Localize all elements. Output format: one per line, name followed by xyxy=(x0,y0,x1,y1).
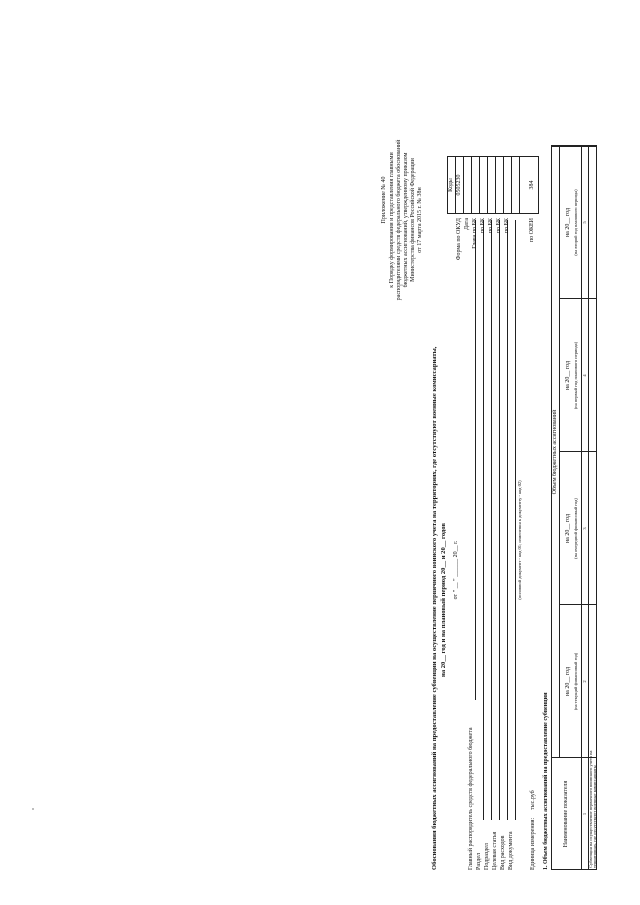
rotated-form xyxy=(377,120,597,880)
code-label-2: Глава по БК xyxy=(472,218,478,249)
code-label-6: по БК xyxy=(504,218,510,234)
field-doc-line xyxy=(515,220,516,820)
codes-row-line xyxy=(471,156,472,214)
unit-label: Единица измерения: xyxy=(530,817,536,870)
row-label-line2: территориях, где отсутствуют военные комиссариаты xyxy=(592,765,597,868)
codes-row-line xyxy=(511,156,512,214)
code-label-okei: по ОКЕИ xyxy=(529,218,535,243)
col4-year: на 20__ год xyxy=(565,360,571,391)
section1-title: 1. Объем бюджетных ассигнований на предоставление субвенции xyxy=(543,692,549,870)
row-label-line1: Субвенция на осуществление первичного воинского учета на xyxy=(588,750,593,868)
appendix-line1: к Порядку формирования и представления главными xyxy=(389,152,395,288)
appendix-line2: распорядителями средств федерального бюджета обоснований xyxy=(396,139,402,301)
col-group-header: Объем бюджетных ассигнований xyxy=(552,409,558,495)
col-number-3: 3 xyxy=(582,527,587,530)
field-target-label: Целевая статья xyxy=(492,831,498,870)
codes-row-line xyxy=(487,156,488,214)
field-manager-line xyxy=(475,220,476,700)
appendix-line3: бюджетных ассигнований, утвержденному приказом xyxy=(403,152,409,288)
codes-row-line xyxy=(479,156,480,214)
col-number-1: 1 xyxy=(582,812,587,816)
table-row-divider xyxy=(559,146,560,758)
field-doc-label: Вид документа xyxy=(508,831,514,870)
codes-row-line xyxy=(503,156,504,214)
codes-header: Коды xyxy=(448,178,454,192)
form-heading-period: на 20__ год и на плановый период 20__ и 20__ годов xyxy=(440,523,447,677)
col2-year: на 20__ год xyxy=(565,666,571,697)
col2-sub: (на текущий финансовый год) xyxy=(573,652,578,711)
col-number-2: 2 xyxy=(582,680,587,683)
table-right-border xyxy=(551,145,597,146)
col5-sub: (на второй год планового периода) xyxy=(573,189,578,256)
code-label-5: по БК xyxy=(496,218,502,234)
code-label-0: Форма по ОКУД xyxy=(456,218,462,261)
field-target-line xyxy=(499,220,500,820)
code-label-3: по БК xyxy=(480,218,486,234)
codes-row-line xyxy=(495,156,496,214)
field-section-label: Раздел xyxy=(476,853,482,870)
field-expense-label: Вид расходов xyxy=(500,835,506,870)
field-doc-hint: (основной документ - код 01; изменения к документу - код 02) xyxy=(517,480,522,600)
field-section-line xyxy=(483,220,484,820)
form-date: от " __ " ______ 20__ г. xyxy=(453,540,459,600)
col-name-header: Наименование показателя xyxy=(563,780,569,848)
appendix-line4: Министерства финансов Российской Федерации xyxy=(410,158,416,282)
codes-row-line xyxy=(463,156,464,214)
col-number-5: 5 xyxy=(582,221,587,224)
field-subsection-label: Подраздел xyxy=(484,843,490,870)
code-value-0: 0505230 xyxy=(456,174,462,196)
codes-row-line xyxy=(519,156,520,214)
appendix-title: Приложение № 40 xyxy=(381,176,387,224)
code-label-4: по БК xyxy=(488,218,494,234)
col3-sub: (на очередной финансовый год) xyxy=(573,498,578,559)
form-heading: Обоснования бюджетных ассигнований на предоставление субвенции на осуществление первичного воинского учета на территориях, где отсутствуют военные комиссариаты, xyxy=(431,346,438,870)
col-number-4: 4 xyxy=(582,374,587,377)
field-manager-label: Главный распорядитель средств федерального бюджета xyxy=(468,727,474,870)
col3-year: на 20__ год xyxy=(565,513,571,544)
field-subsection-line xyxy=(491,220,492,820)
code-value-okei: 384 xyxy=(529,180,535,190)
unit-value: тыс.руб xyxy=(530,790,536,810)
field-expense-line xyxy=(507,220,508,820)
appendix-line5: от 17 марта 2015 г. № 38н xyxy=(417,187,423,253)
col4-sub: (на первый год планового периода) xyxy=(573,341,578,410)
scan-speck xyxy=(32,808,34,810)
code-label-1: Дата xyxy=(464,218,470,230)
col5-year: на 20__ год xyxy=(565,207,571,238)
